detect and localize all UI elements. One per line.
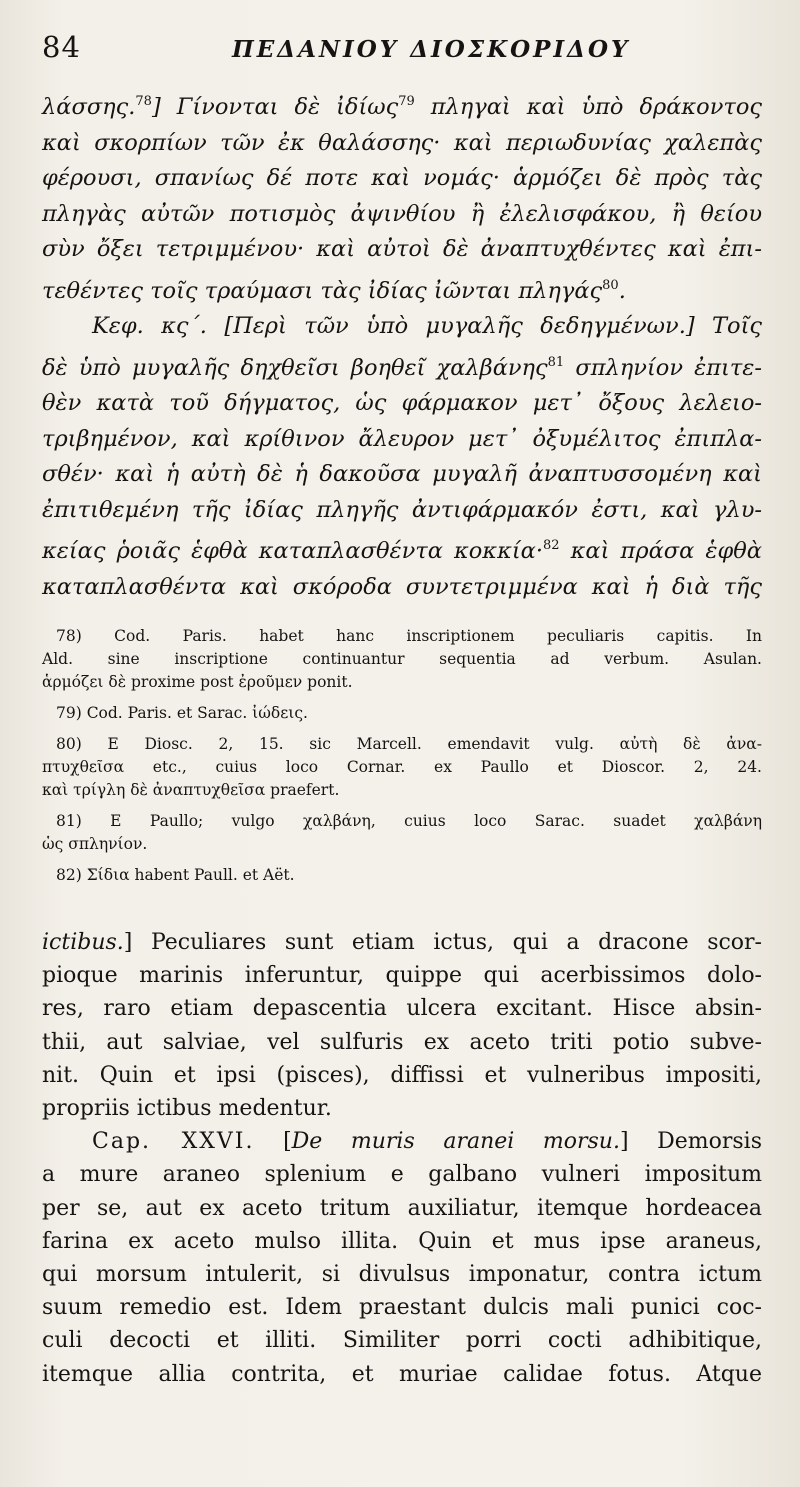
footnote bbox=[42, 625, 762, 694]
footnote-line: Ald. sine inscriptione continuantur sequentia ad verbum. Asulan. bbox=[42, 650, 762, 668]
latin-line: pioque marinis inferuntur, quippe qui acerbissimos dolo- bbox=[42, 963, 762, 989]
latin-line: per se, aut ex aceto tritum auxiliatur, itemque hordeacea bbox=[42, 1195, 762, 1221]
footnote-line: πτυχθεῖσα etc., cuius loco Cornar. ex Paullo et Dioscor. 2, 24. bbox=[42, 758, 762, 776]
latin-line: culi decocti et illiti. Similiter porri cocti adhibitique, bbox=[42, 1328, 762, 1354]
footnote-line: καὶ τρίγλη δὲ ἀναπτυχθεῖσα praefert. bbox=[42, 781, 340, 799]
footnote bbox=[42, 810, 762, 856]
footnote bbox=[42, 702, 762, 725]
latin-line: a mure araneo splenium e galbano vulneri impositum bbox=[42, 1162, 762, 1188]
footnote-ref: 79 bbox=[398, 94, 415, 109]
latin-line: thii, aut salviae, vel sulfuris ex aceto triti potio subve- bbox=[42, 1029, 762, 1055]
footnote-line: 81) E Paullo; vulgo χαλβάνη, cuius loco Sarac. suadet χαλβάνη bbox=[56, 812, 762, 830]
footnote-line: 82) Σίδια habent Paull. et Aët. bbox=[56, 866, 295, 884]
latin-line: ictibus.] Peculiares sunt etiam ictus, qui a dracone scor- bbox=[42, 930, 762, 955]
greek-line: καταπλασθέντα καὶ σκόροδα συντετριμμένα καὶ ἡ διὰ τῆς bbox=[42, 573, 762, 600]
latin-line: qui morsum intulerit, si divulsus imponatur, contra ictum bbox=[42, 1262, 762, 1288]
footnote bbox=[42, 864, 762, 887]
greek-line: θὲν κατὰ τοῦ δήγματος, ὡς φάρμακον μετ᾽ ὄξους λελειο- bbox=[42, 390, 762, 416]
latin-translation bbox=[42, 926, 762, 1391]
footnote-ref: 82 bbox=[543, 538, 560, 553]
greek-line: καὶ σκορπίων τῶν ἐκ θαλάσσης· καὶ περιωδυνίας χαλεπὰς bbox=[42, 129, 762, 156]
footnotes bbox=[42, 625, 762, 887]
chapter-heading-greek: Κεφ. κς΄. [Περὶ τῶν ὑπὸ μυγαλῆς δεδηγμένων.] Τοῖς bbox=[92, 313, 762, 339]
greek-line: λάσσης.$^{78}$] Γίνονται δὲ ἰδίως$^{79}$ πληγαὶ καὶ ὑπὸ δράκοντος bbox=[42, 94, 762, 120]
latin-line: farina ex aceto mulso illita. Quin et mus ipse araneus, bbox=[42, 1228, 762, 1254]
footnote bbox=[42, 733, 762, 802]
greek-line: τεθέντες τοῖς τραύμασι τὰς ἰδίας ἰῶνται πληγάς$^{80}$. bbox=[42, 277, 626, 304]
footnote-line: 79) Cod. Paris. et Sarac. ἰώδεις. bbox=[56, 704, 308, 722]
page-number: 84 bbox=[42, 30, 81, 64]
latin-line: propriis ictibus medentur. bbox=[42, 1096, 332, 1122]
running-title: ΠΕΔΑΝΙΟΥ ΔΙΟΣΚΟΡΙΔΟΥ bbox=[232, 36, 631, 63]
latin-line: itemque allia contrita, et muriae calidae fotus. Atque bbox=[42, 1361, 762, 1387]
greek-line: σθέν· καὶ ἡ αὐτὴ δὲ ἡ δακοῦσα μυγαλῆ ἀναπτυσσομένη καὶ bbox=[42, 461, 762, 487]
footnote-line: 80) E Diosc. 2, 15. sic Marcell. emendavit vulg. αὐτὴ δὲ ἀνα- bbox=[56, 735, 762, 753]
footnote-ref: 81 bbox=[547, 354, 565, 370]
greek-line: φέρουσι, σπανίως δέ ποτε καὶ νομάς· ἁρμόζει δὲ πρὸς τὰς bbox=[42, 165, 762, 191]
latin-line: suum remedio est. Idem praestant dulcis mali punici coc- bbox=[42, 1295, 762, 1321]
footnote-line: 78) Cod. Paris. habet hanc inscriptionem peculiaris capitis. In bbox=[56, 627, 762, 645]
greek-line: τριβημένον, καὶ κρίθινον ἄλευρον μετ᾽ ὀξυμέλιτος ἐπιπλα- bbox=[42, 425, 762, 452]
greek-line: ἐπιτιθεμένη τῆς ἰδίας πληγῆς ἀντιφάρμακόν ἐστι, καὶ γλυ- bbox=[42, 496, 762, 523]
footnote-line: ἁρμόζει δὲ proxime post ἐροῦμεν ponit. bbox=[42, 673, 353, 691]
latin-line: nit. Quin et ipsi (pisces), diffissi et vulneribus impositi, bbox=[42, 1062, 762, 1088]
greek-line: σὺν ὄξει τετριμμένου· καὶ αὐτοὶ δὲ ἀναπτυχθέντες καὶ ἐπι- bbox=[42, 236, 762, 262]
latin-line: res, raro etiam depascentia ulcera excitant. Hisce absin- bbox=[42, 996, 762, 1022]
greek-line: πληγὰς αὐτῶν ποτισμὸς ἀψινθίου ἢ ἐλελισφάκου, ἢ θείου bbox=[42, 200, 762, 227]
footnote-line: ὡς σπληνίον. bbox=[42, 835, 148, 853]
greek-line: δὲ ὑπὸ μυγαλῆς δηχθεῖσι βοηθεῖ χαλβάνης$^{81}$ σπληνίον ἐπιτε- bbox=[42, 354, 762, 381]
footnote-ref: 80 bbox=[602, 277, 619, 293]
chapter-heading-latin: Cap. XXVI. [De muris aranei morsu.] Demorsis bbox=[92, 1129, 763, 1155]
greek-line: κείας ῥοιᾶς ἑφθὰ καταπλασθέντα κοκκία·$^{82}$ καὶ πράσα ἑφθὰ bbox=[42, 538, 763, 564]
footnote-ref: 78 bbox=[135, 94, 152, 109]
running-head bbox=[42, 30, 762, 74]
greek-text bbox=[42, 84, 762, 605]
